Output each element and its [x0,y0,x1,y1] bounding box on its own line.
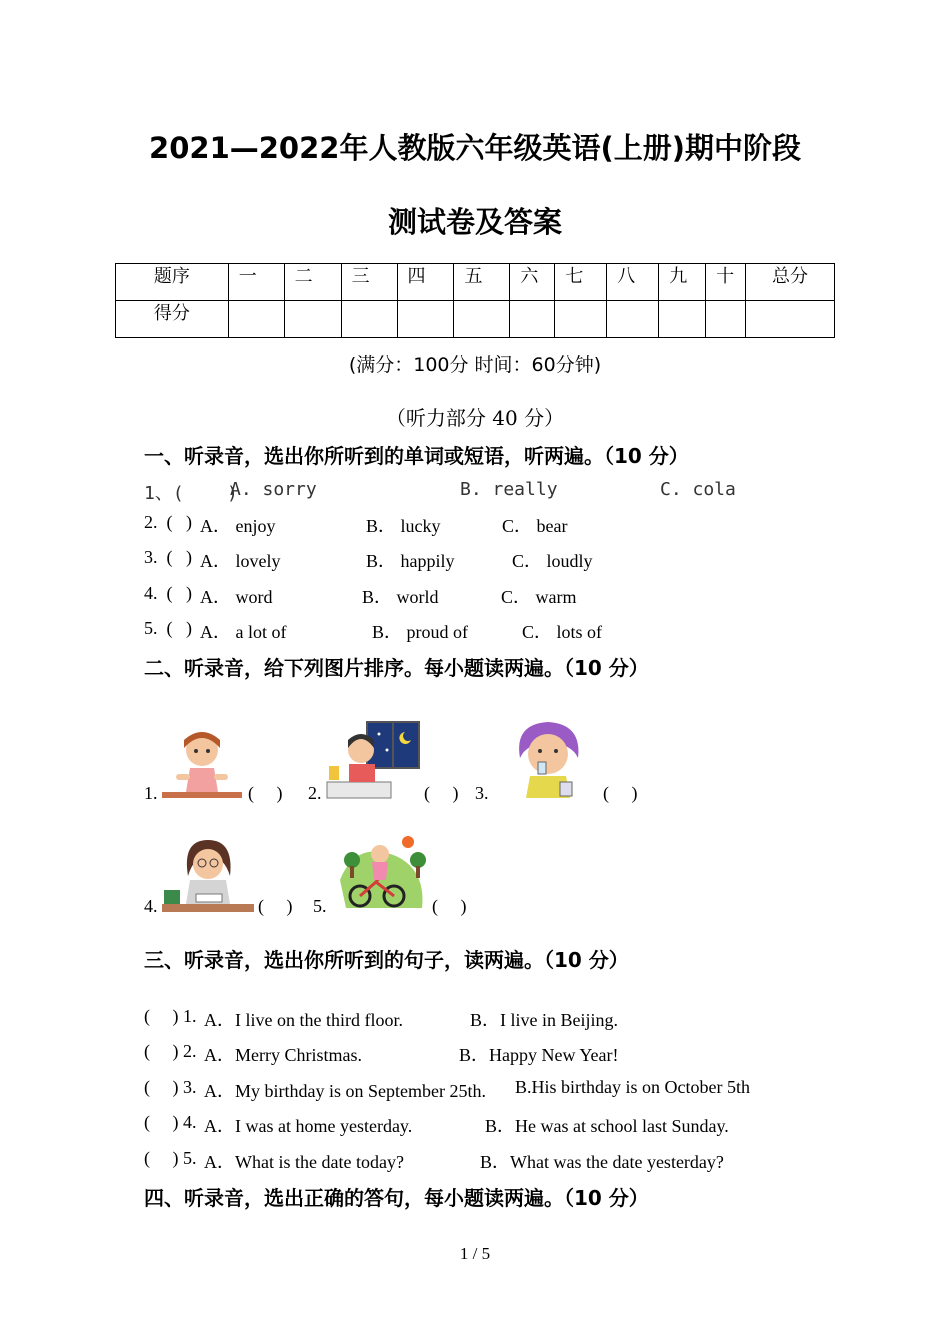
section4-heading: 四、听录音，选出正确的答句，每小题读两遍。（10 分） [144,1186,649,1210]
s2-label-4: 4. [144,896,158,916]
table-header: 三 [341,264,397,301]
s3-q1-option-b: B．I live in Beijing. [470,1010,618,1030]
page-number: 1 / 5 [459,1244,491,1263]
s2-label-2: 2. [308,783,322,803]
s2-label-1: 1. [144,783,158,803]
s1-q3-option-a: A． lovely [200,551,281,571]
score-cell[interactable] [228,301,284,338]
girl-at-desk-picture [160,728,245,800]
s1-q1-option-c: C. cola [660,479,736,500]
exam-info: (满分：100分 时间：60分钟) [348,354,602,376]
s1-q2-option-a: A． enjoy [200,516,276,536]
table-header: 二 [284,264,341,301]
s1-q2-option-b: B． lucky [366,516,441,536]
score-cell[interactable] [555,301,607,338]
boy-reading-picture [323,720,421,802]
score-cell[interactable] [607,301,659,338]
s2-answer-blank-4[interactable]: ( ) [258,896,293,916]
s1-q4-option-a: A． word [200,587,273,607]
table-header: 总分 [746,264,835,301]
s3-q2-option-a: A．Merry Christmas. [204,1045,362,1065]
s3-q2-num: ( ) 2. [144,1041,197,1061]
s1-q1-option-b: B. really [460,479,558,500]
table-header: 一 [228,264,284,301]
doc-title-line1: 2021—2022年人教版六年级英语(上册)期中阶段 [149,131,801,165]
score-table-header-row [116,264,835,301]
s3-q2-option-b: B．Happy New Year! [459,1045,619,1065]
s1-q3-num: 3. ( ) [144,547,192,567]
s3-q3-option-a: A．My birthday is on September 25th. [204,1081,486,1101]
s1-q2-option-c: C． bear [502,516,568,536]
table-header: 五 [454,264,510,301]
section3-heading: 三、听录音，选出你所听到的句子，读两遍。（10 分） [144,948,629,972]
table-header: 八 [607,264,659,301]
table-header: 六 [510,264,555,301]
s3-q5-option-b: B．What was the date yesterday? [480,1152,724,1172]
row-label: 得分 [116,301,229,338]
boy-riding-bike-picture [336,830,430,910]
score-cell[interactable] [454,301,510,338]
s3-q5-num: ( ) 5. [144,1148,197,1168]
s3-q4-option-b: B．He was at school last Sunday. [485,1116,729,1136]
s3-q1-num: ( ) 1. [144,1006,197,1026]
s1-q1-num: 1、( ) [144,483,238,504]
score-cell[interactable] [746,301,835,338]
s1-q5-option-a: A． a lot of [200,622,287,642]
s1-q4-option-b: B． world [362,587,439,607]
girl-drinking-picture [510,718,586,800]
teacher-at-desk-picture [160,836,256,914]
s1-q4-option-c: C． warm [501,587,577,607]
table-header: 七 [555,264,607,301]
table-header: 四 [397,264,454,301]
doc-title-line2: 测试卷及答案 [387,205,562,239]
s3-q5-option-a: A．What is the date today? [204,1152,404,1172]
s1-q5-option-c: C． lots of [522,622,603,642]
score-cell[interactable] [397,301,454,338]
score-cell[interactable] [706,301,746,338]
s3-q1-option-a: A．I live on the third floor. [204,1010,403,1030]
s3-q4-num: ( ) 4. [144,1112,197,1132]
s1-q5-option-b: B． proud of [372,622,468,642]
s2-label-3: 3. [475,783,489,803]
s2-answer-blank-1[interactable]: ( ) [248,783,283,803]
s1-q2-num: 2. ( ) [144,512,192,532]
table-header: 九 [659,264,706,301]
score-cell[interactable] [510,301,555,338]
score-table-score-row [116,301,835,338]
s2-answer-blank-2[interactable]: ( ) [424,783,459,803]
s2-label-5: 5. [313,896,327,916]
score-cell[interactable] [341,301,397,338]
score-cell[interactable] [659,301,706,338]
s1-q5-num: 5. ( ) [144,618,192,638]
s3-q3-num: ( ) 3. [144,1077,197,1097]
section1-heading: 一、听录音，选出你所听到的单词或短语，听两遍。（10 分） [144,444,689,468]
score-cell[interactable] [284,301,341,338]
table-header: 题序 [116,264,229,301]
s1-q3-option-c: C． loudly [512,551,593,571]
table-header: 十 [706,264,746,301]
s2-answer-blank-5[interactable]: ( ) [432,896,467,916]
s1-q3-option-b: B． happily [366,551,455,571]
s1-q1-option-a: A. sorry [230,479,317,500]
s1-q4-num: 4. ( ) [144,583,192,603]
s2-answer-blank-3[interactable]: ( ) [603,783,638,803]
listening-part-label: （听力部分 40 分） [385,406,565,430]
score-table [115,263,835,338]
s3-q3-option-b: B.His birthday is on October 5th [515,1077,750,1097]
section2-heading: 二、听录音，给下列图片排序。每小题读两遍。（10 分） [144,656,649,680]
s3-q4-option-a: A．I was at home yesterday. [204,1116,413,1136]
